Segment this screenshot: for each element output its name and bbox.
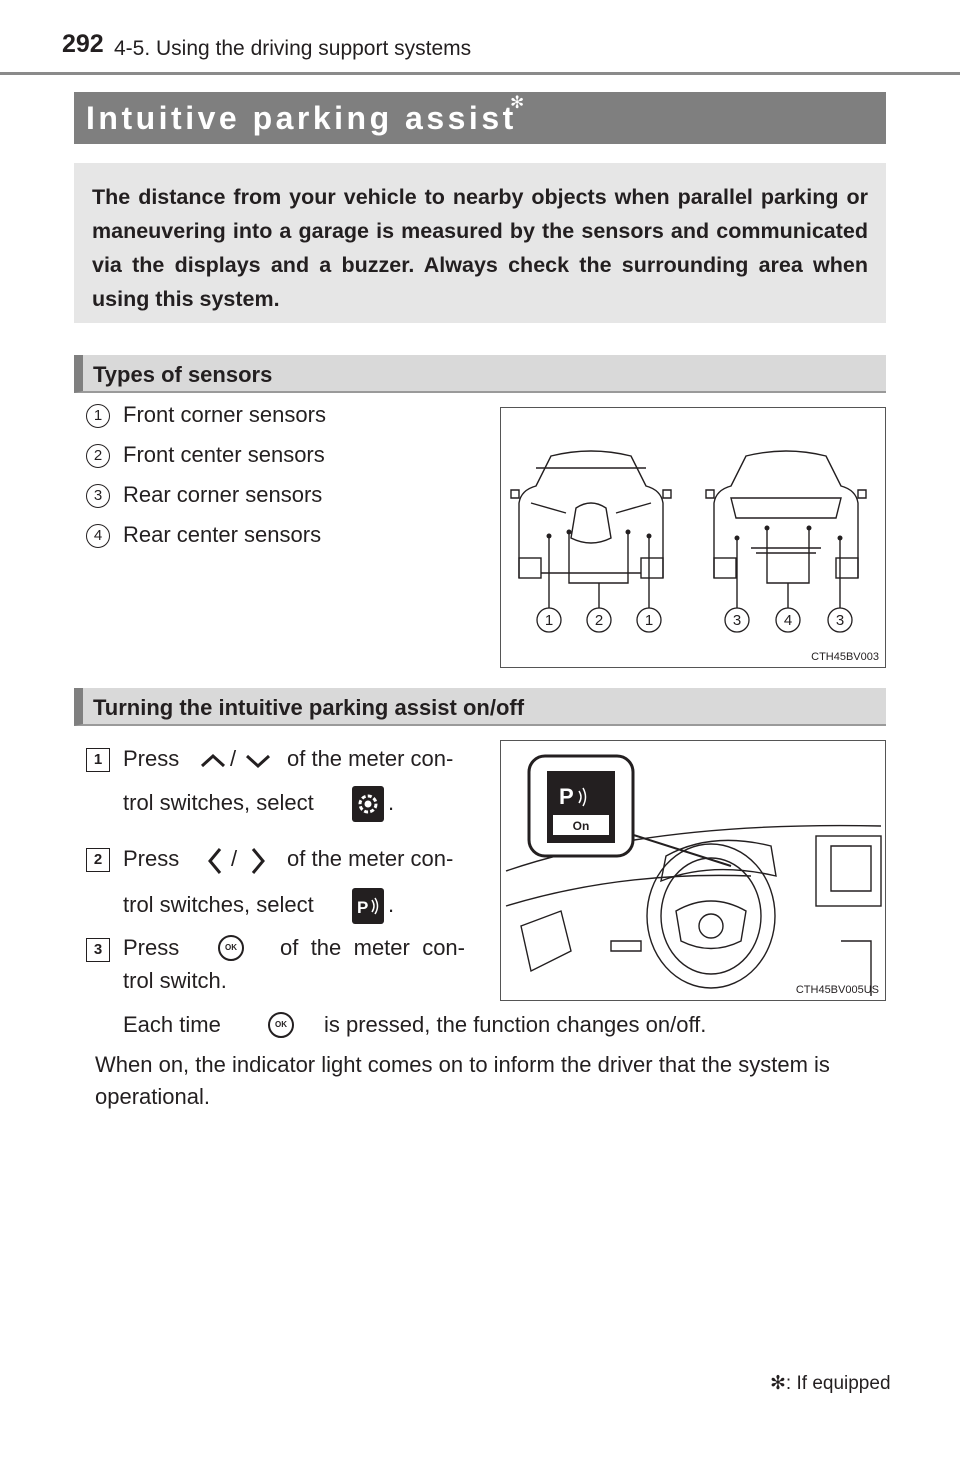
step-text: of the meter con- [287,846,454,871]
page-number: 292 [62,30,104,58]
callout-4: 4 [783,612,793,629]
step-text: trol switches, select [123,892,314,917]
footnote-text: : If equipped [785,1373,891,1394]
operational-note: When on, the indicator light comes on to inform the driver that the system is operational. [95,1052,830,1109]
section-label: 4-5. Using the driving support systems [114,37,472,60]
callout-3: 3 [835,612,845,629]
down-arrow-icon [243,752,273,770]
dashboard-diagram [501,741,884,999]
callout-1: 1 [544,612,554,629]
callout-2: 2 [594,612,604,629]
sensor-diagram [501,408,884,666]
header-rule [0,72,960,75]
display-on-label: On [572,819,590,833]
callout-1: 1 [644,612,654,629]
step-text: of the meter con- [287,746,454,771]
step-end: . [388,790,395,815]
step-text: Press [123,746,180,771]
sensor-item: Front center sensors [123,442,325,467]
footnote [770,1372,891,1395]
subheading-turning: Turning the intuitive parking assist on/off [93,695,525,720]
ok-button-icon: OK [218,935,244,961]
sensor-item: Rear center sensors [123,522,322,547]
item-number: 2 [86,444,110,468]
step-number: 3 [86,938,110,962]
equipped-mark: ✻ [510,93,525,112]
slash: / [231,846,238,871]
up-arrow-icon [198,752,228,770]
intro-text: The distance from your vehicle to nearby objects when parallel parking or maneuvering into a garage is measured by the sensors and communicated via the displays and a buzzer. Always check the surrounding area when using this system. [92,185,868,311]
slash: / [230,746,237,771]
each-time-text: is pressed, the function changes on/off. [324,1012,707,1037]
sensor-figure [500,407,886,668]
page-title: Intuitive parking assist [86,100,517,136]
step-text: trol switches, select [123,790,314,815]
step-text: Press [123,935,180,960]
item-number: 1 [86,404,110,428]
step-number: 1 [86,748,110,772]
settings-icon [352,786,384,822]
equipped-mark: ✻ [770,1373,786,1394]
sensor-item: Rear corner sensors [123,482,323,507]
each-time-text: Each time [123,1012,221,1037]
dashboard-figure [500,740,886,1001]
right-arrow-icon [248,846,268,876]
step-end: . [388,892,395,917]
step-number: 2 [86,848,110,872]
subheading-types: Types of sensors [93,362,273,387]
item-number: 3 [86,484,110,508]
figure-code: CTH45BV005US [795,984,879,996]
parking-assist-icon [352,888,384,924]
figure-code: CTH45BV003 [811,651,879,663]
item-number: 4 [86,524,110,548]
display-p: P [559,784,574,809]
left-arrow-icon [205,846,225,876]
sensor-item: Front corner sensors [123,402,326,427]
ok-button-icon: OK [268,1012,294,1038]
step-text: trol switch. [123,968,227,993]
svg-text:P: P [357,898,369,917]
callout-3: 3 [732,612,742,629]
step-text: of the meter con- [280,935,465,960]
step-text: Press [123,846,180,871]
